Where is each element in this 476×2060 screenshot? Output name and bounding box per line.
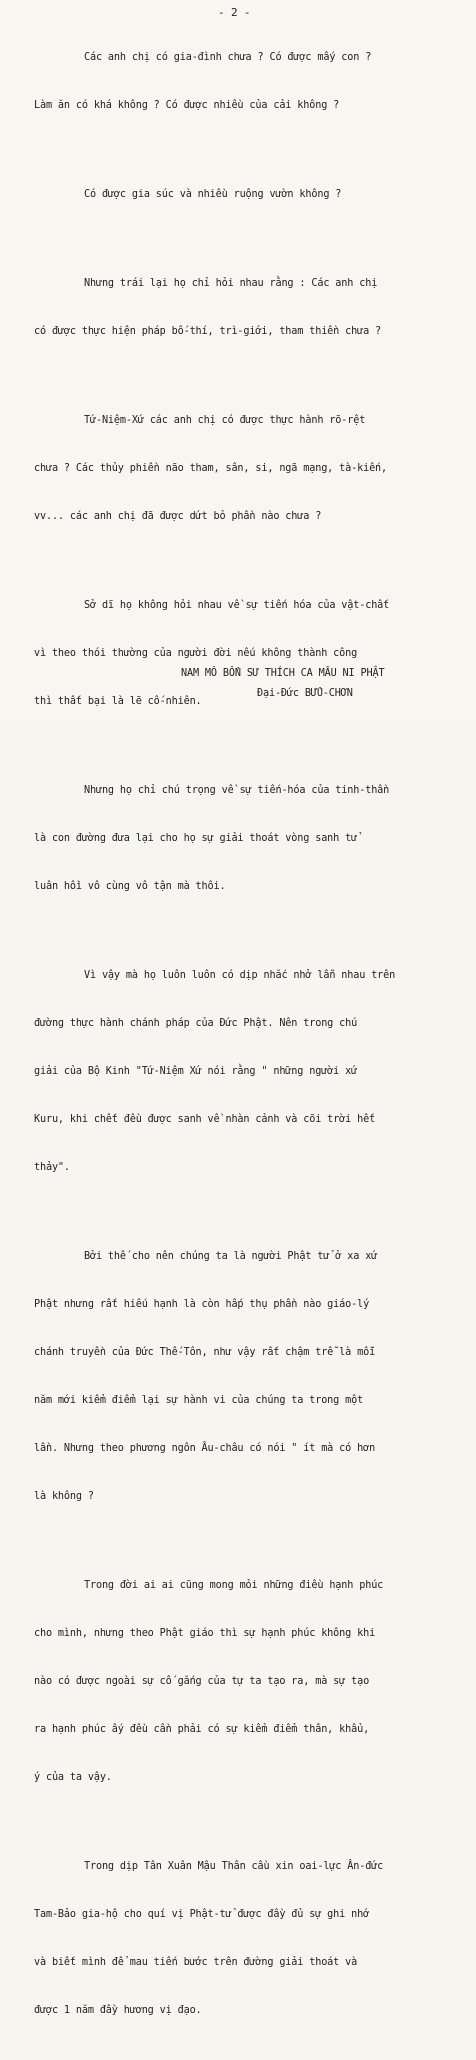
text-line: đường thực hành chánh pháp của Đức Phật. Nên trong chú	[34, 1018, 358, 1029]
paragraph-buddhists-abroad	[34, 1217, 468, 1537]
text-line: giải của Bộ Kinh "Tứ-Niệm Xứ nói rằng " những người xứ	[34, 1066, 358, 1077]
paragraph-new-year-blessing	[34, 1827, 468, 2051]
text-line: Các anh chị có gia-đình chưa ? Có được mấy con ?	[84, 52, 372, 63]
author-name: Đại-Đức BỬU-CHƠN	[257, 688, 353, 699]
text-line: Vì vậy mà họ luôn luôn có dịp nhắc nhở lẫn nhau trên	[84, 970, 396, 981]
text-line: lần. Nhưng theo phương ngôn Âu-châu có nói " ít mà có hơn	[34, 1443, 376, 1454]
text-line: chưa ? Các thủy phiền não tham, sân, si, ngã mạng, tà-kiến,	[34, 463, 388, 474]
closing-invocation: NAM MÔ BỔN SƯ THÍCH CA MÂU NI PHẬT	[181, 668, 385, 679]
paragraph-sutra-commentary	[34, 936, 468, 1208]
paragraph-four-foundations	[34, 381, 468, 557]
paragraph-material-progress	[34, 566, 468, 742]
text-line: ra hạnh phúc ấy đều cần phải có sự kiểm điểm thân, khẩu,	[34, 1724, 370, 1735]
text-line: Bởi thế cho nên chúng ta là người Phật tử ở xa xứ	[84, 1251, 378, 1262]
text-line: ý của ta vậy.	[34, 1772, 112, 1783]
text-line: Nhưng họ chỉ chú trọng về sự tiến-hóa của tinh-thần	[84, 785, 390, 796]
paragraph-family-wealth	[34, 18, 468, 146]
text-line: Trong dịp Tân Xuân Mậu Thân cầu xin oai-lực Ân-đức	[84, 1861, 384, 1872]
text-line: Nhưng trái lại họ chỉ hỏi nhau rằng : Các anh chị	[84, 278, 378, 289]
text-line: có được thực hiện pháp bố-thí, trì-giới, tham thiền chưa ?	[34, 326, 382, 337]
text-line: vv... các anh chị đã được dứt bỏ phần nào chưa ?	[34, 511, 322, 522]
letter-body	[34, 18, 468, 2060]
paragraph-happiness	[34, 1546, 468, 1818]
text-line: chánh truyền của Đức Thế-Tôn, như vậy rất chậm trễ là mỗi	[34, 1347, 376, 1358]
text-line: Tam-Bảo gia-hộ cho quí vị Phật-tử được đầy đủ sự ghi nhớ	[34, 1909, 370, 1920]
page-number: - 2 -	[218, 6, 251, 19]
text-line: Sở dĩ họ không hỏi nhau về sự tiến hóa của vật-chất	[84, 600, 390, 611]
text-line: Có được gia súc và nhiều ruộng vườn không ?	[84, 189, 342, 200]
text-line: năm mới kiểm điểm lại sự hành vi của chúng ta trong một	[34, 1395, 364, 1406]
text-line: nào có được ngoài sự cố gắng của tự ta tạo ra, mà sự tạo	[34, 1676, 370, 1687]
text-line: là con đường đưa lại cho họ sự giải thoát vòng sanh tử	[34, 833, 358, 844]
text-line: được 1 năm đầy hương vị đạo.	[34, 2005, 202, 2016]
text-line: vì theo thói thường của người đời nếu không thành công	[34, 648, 358, 659]
text-line: luân hồi vô cùng vô tận mà thôi.	[34, 881, 226, 892]
text-line: Làm ăn có khá không ? Có được nhiều của cải không ?	[34, 100, 340, 111]
signature-block	[181, 666, 471, 702]
text-line: Kuru, khi chết đều được sanh về nhàn cảnh và cõi trời hết	[34, 1114, 376, 1125]
paragraph-practice-question	[34, 244, 468, 372]
paragraph-livestock	[34, 155, 468, 235]
text-line: thảy".	[34, 1162, 70, 1173]
text-line: Trong đời ai ai cũng mong mỏi những điều hạnh phúc	[84, 1580, 384, 1591]
text-line: Phật nhưng rất hiếu hạnh là còn hấp thụ phần nào giáo-lý	[34, 1299, 370, 1310]
text-line: và biết mình để mau tiến bước trên đường giải thoát và	[34, 1957, 358, 1968]
text-line: thì thất bại là lẽ cố-nhiên.	[34, 696, 202, 707]
text-line: cho mình, nhưng theo Phật giáo thì sự hạnh phúc không khi	[34, 1628, 376, 1639]
text-line: là không ?	[34, 1491, 94, 1502]
paragraph-spiritual-progress	[34, 751, 468, 927]
text-line: Tứ-Niệm-Xứ các anh chị có được thực hành rõ-rệt	[84, 415, 366, 426]
